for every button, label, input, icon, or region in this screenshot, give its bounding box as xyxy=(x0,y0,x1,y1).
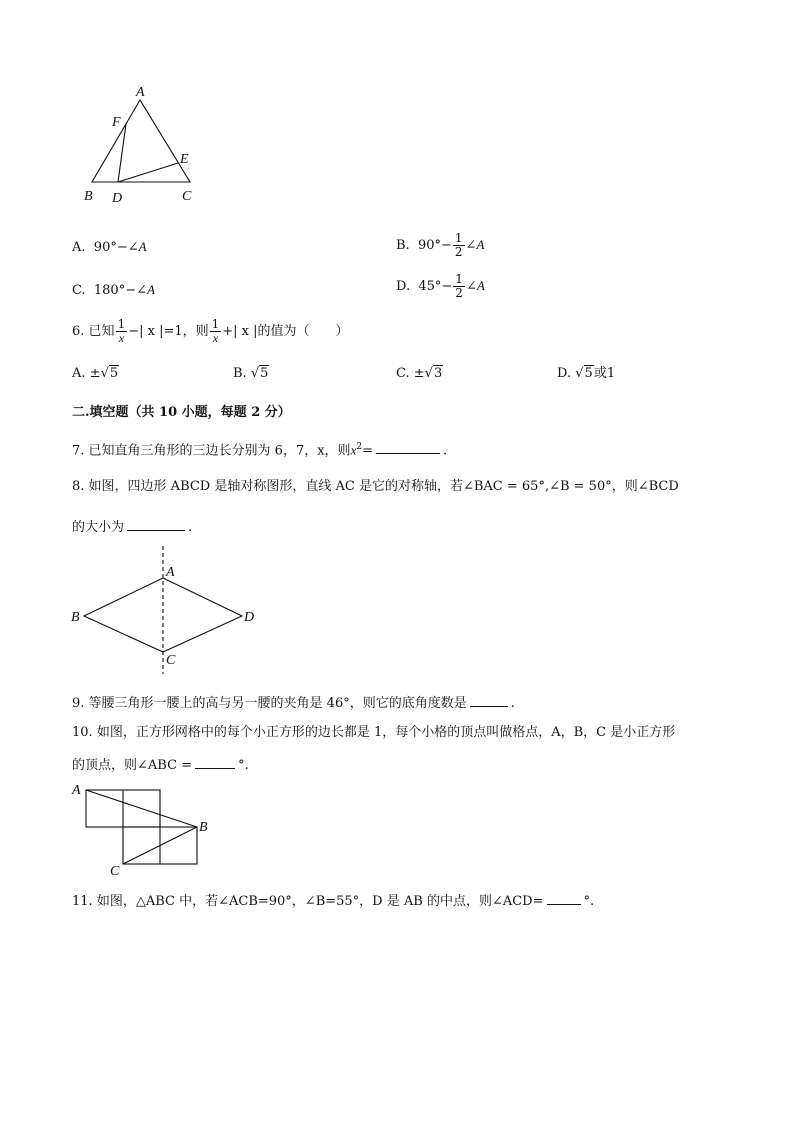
q6-option-a[interactable]: A. ±√5 xyxy=(72,366,119,381)
label-a: A xyxy=(72,783,81,798)
answer-blank[interactable] xyxy=(547,890,581,905)
q6-option-c[interactable]: C. ±√3 xyxy=(396,366,443,381)
question-10-line-2: 的顶点，则∠ABC = °. xyxy=(72,754,249,775)
question-8-line-2: 的大小为 . xyxy=(72,516,192,537)
q5-option-b[interactable]: B. 90°− $\frac{1}{2}$ ∠A xyxy=(396,231,485,259)
q5-option-a[interactable]: A. 90°−∠A xyxy=(72,239,147,255)
q5-option-d[interactable]: D. 45°− $\frac{1}{2}$ ∠A xyxy=(396,272,485,300)
label-c: C xyxy=(166,653,176,668)
question-11: 11. 如图，△ABC 中，若∠ACB=90°，∠B=55°，D 是 AB 的中点，则∠ACD= °. xyxy=(72,890,594,911)
label-d: D xyxy=(244,610,255,625)
segment-ab xyxy=(86,790,197,827)
label-a: A xyxy=(136,85,145,100)
kite-figure-q8 xyxy=(66,540,266,680)
radicand: 5 xyxy=(584,366,593,381)
label-c: C xyxy=(110,864,120,879)
label-a: A xyxy=(166,565,175,580)
answer-blank[interactable] xyxy=(127,516,185,531)
triangle-abc xyxy=(92,100,190,182)
fraction: $\frac{1}{x}$ xyxy=(117,317,126,345)
segment-de xyxy=(118,163,178,182)
option-letter: C. xyxy=(72,283,86,298)
answer-blank[interactable] xyxy=(470,692,508,707)
question-10-line-1: 10. 如图，正方形网格中的每个小正方形的边长都是 1，每个小格的顶点叫做格点，A，B，C 是小正方形 xyxy=(72,725,676,740)
label-b: B xyxy=(199,820,208,835)
option-letter: A. xyxy=(72,240,86,255)
triangle-figure-q5 xyxy=(80,80,220,210)
option-letter: D. xyxy=(396,279,411,294)
q6-option-d[interactable]: D. √5或1 xyxy=(557,366,616,381)
grid-figure-q10 xyxy=(68,780,218,880)
option-letter: B. xyxy=(396,238,410,253)
label-d: D xyxy=(112,191,123,206)
label-f: F xyxy=(112,115,121,130)
answer-blank[interactable] xyxy=(195,754,235,769)
label-c: C xyxy=(182,189,192,204)
fraction: $\frac{1}{x}$ xyxy=(211,317,220,345)
fraction: $\frac{1}{2}$ xyxy=(455,272,463,300)
section-title-fill-in: 二.填空题（共 10 小题，每题 2 分） xyxy=(72,405,291,420)
question-7: 7. 已知直角三角形的三边长分别为 6，7，x，则$x^2=$ . xyxy=(72,438,447,460)
q6-option-b[interactable]: B. √5 xyxy=(233,366,269,381)
fraction: $\frac{1}{2}$ xyxy=(454,231,463,259)
label-e: E xyxy=(180,152,189,167)
radicand: 5 xyxy=(109,366,119,381)
label-b: B xyxy=(71,610,80,625)
question-6: 6. 已知 $\frac{1}{x}$ −| x |=1，则 $\frac{1}{x}$ +| x |的值为（ ） xyxy=(72,317,349,345)
question-9: 9. 等腰三角形一腰上的高与另一腰的夹角是 46°，则它的底角度数是 . xyxy=(72,692,515,713)
radicand: 3 xyxy=(433,366,443,381)
segment-fd xyxy=(118,124,126,182)
q5-option-c[interactable]: C. 180°−∠A xyxy=(72,282,155,298)
radicand: 5 xyxy=(260,366,269,381)
answer-blank[interactable] xyxy=(376,439,440,454)
question-8-line-1: 8. 如图，四边形 ABCD 是轴对称图形，直线 AC 是它的对称轴，若∠BAC = 65°,∠B = 50°，则∠BCD xyxy=(72,479,679,494)
label-b: B xyxy=(84,189,93,204)
